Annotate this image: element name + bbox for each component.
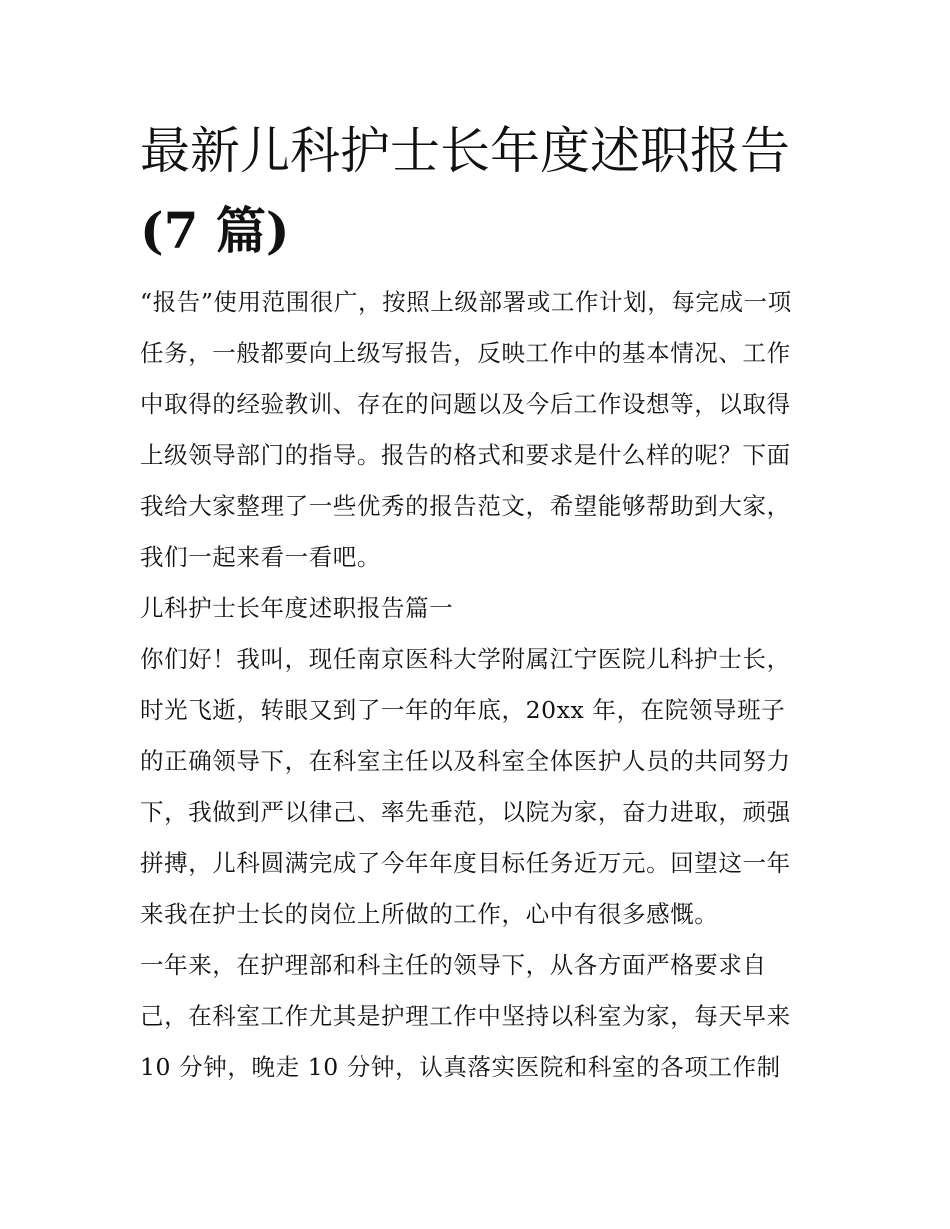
intro-line: 上级领导部门的指导。报告的格式和要求是什么样的呢？下面 bbox=[140, 441, 791, 469]
paragraph-line: 你们好！我叫，现任南京医科大学附属江宁医院儿科护士长， bbox=[140, 645, 791, 673]
paragraph-line: 的正确领导下，在科室主任以及科室全体医护人员的共同努力 bbox=[140, 747, 791, 775]
paragraph-line: 一年来，在护理部和科主任的领导下，从各方面严格要求自 bbox=[140, 951, 767, 979]
section-heading: 儿科护士长年度述职报告篇一 bbox=[140, 594, 454, 622]
intro-line: 我们一起来看一看吧。 bbox=[140, 543, 381, 571]
paragraph-line: 下，我做到严以律己、率先垂范，以院为家，奋力进取，顽强 bbox=[140, 798, 791, 826]
intro-line: “报告”使用范围很广，按照上级部署或工作计划，每完成一项 bbox=[140, 288, 792, 316]
paragraph-line: 拼搏，儿科圆满完成了今年年度目标任务近万元。回望这一年 bbox=[140, 849, 791, 877]
paragraph-line: 己，在科室工作尤其是护理工作中坚持以科室为家，每天早来 bbox=[140, 1002, 791, 1030]
title-line-1: 最新儿科护士长年度述职报告 bbox=[140, 122, 790, 180]
paragraph-line: 10 分钟，晚走 10 分钟，认真落实医院和科室的各项工作制 bbox=[140, 1053, 781, 1081]
title-line-2: (7 篇) bbox=[140, 201, 290, 260]
intro-line: 任务，一般都要向上级写报告，反映工作中的基本情况、工作 bbox=[140, 339, 791, 367]
paragraph-line: 来我在护士长的岗位上所做的工作，心中有很多感慨。 bbox=[140, 900, 719, 928]
paragraph-line: 时光飞逝，转眼又到了一年的年底，20xx 年，在院领导班子 bbox=[140, 696, 786, 724]
document-title bbox=[140, 112, 830, 270]
intro-line: 中取得的经验教训、存在的问题以及今后工作设想等，以取得 bbox=[140, 390, 791, 418]
document-body bbox=[140, 277, 840, 1093]
intro-line: 我给大家整理了一些优秀的报告范文，希望能够帮助到大家， bbox=[140, 492, 791, 520]
